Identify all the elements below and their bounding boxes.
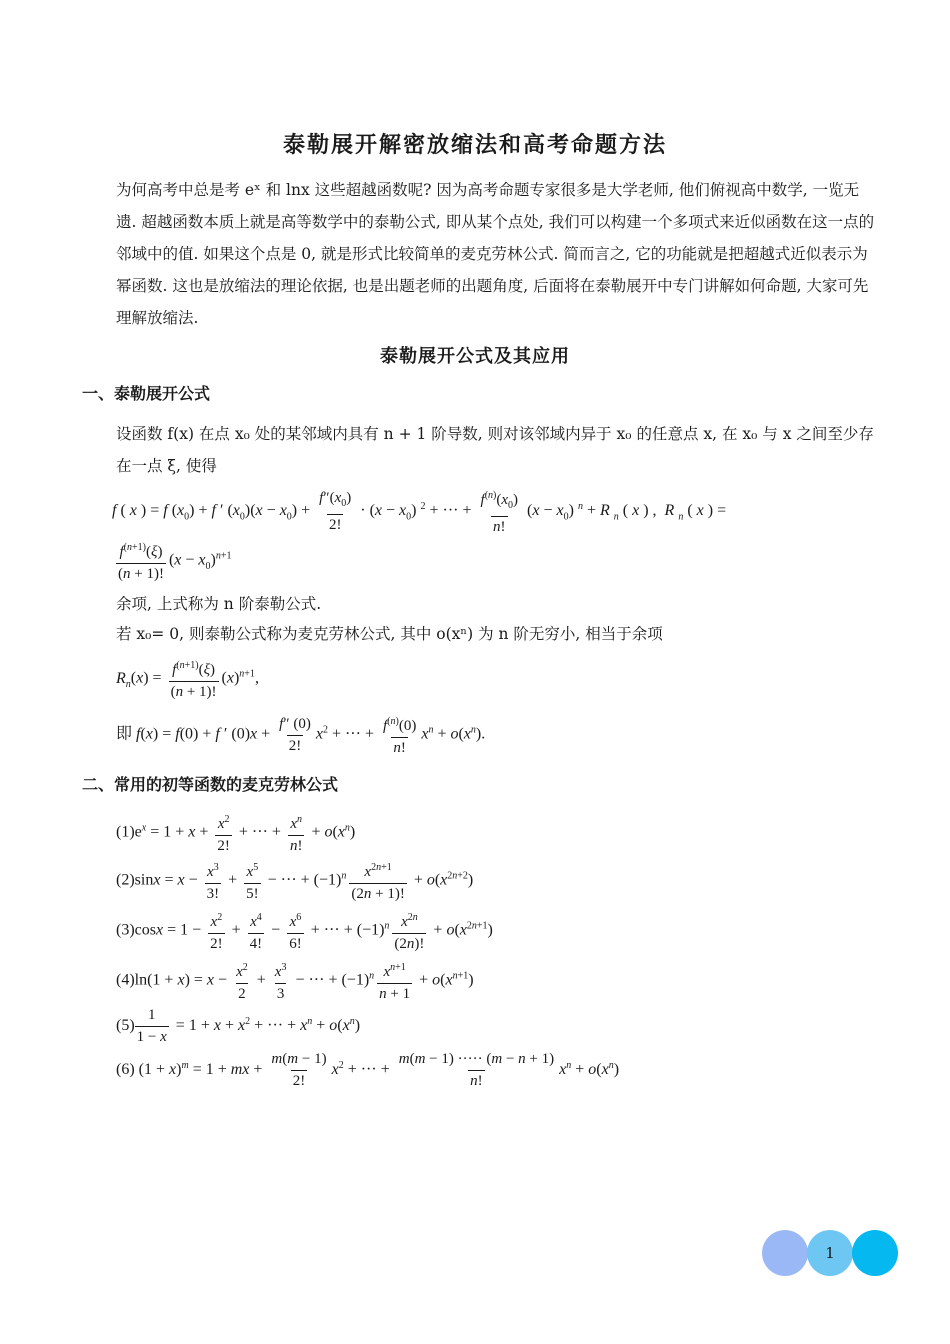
remainder-note: 余项, 上式称为 n 阶泰勒公式. <box>116 595 322 613</box>
page-number: 1 <box>807 1230 853 1276</box>
section-heading-maclaurin: 二、常用的初等函数的麦克劳林公式 <box>82 775 339 794</box>
formula-geometric: (5) $\frac{1}{1 - x}$ = $1 + x + x^2$ + ··· + $x^n + o(x^n)$ <box>116 1007 361 1045</box>
formula-label: (3) <box>116 921 135 939</box>
formula-label: (1) <box>116 823 135 841</box>
intro-paragraph: 为何高考中总是考 eˣ 和 lnx 这些超越函数呢? 因为高考命题专家很多是大学老师, 他们俯视高中数学, 一览无遗. 超越函数本质上就是高等数学中的泰勒公式, 即从某个点处, 我们可以构建一个多项式来近似函数在这一点的邻域中的值. 如果这个点是 0, 就是形式比较简单的麦克劳林公式. 简而言之, 它的功能就是把超越式近似表示为幂函数. 这也是放缩法的理论依据, 也是出题老师的出题角度, 后面将在泰勒展开中专门讲解如何命题, 大家可先理解放缩法. <box>116 181 875 327</box>
maclaurin-note: 若 x₀= 0, 则泰勒公式称为麦克劳林公式, 其中 o(xⁿ) 为 n 阶无穷小, 相当于余项 <box>116 625 663 643</box>
page-title: 泰勒展开解密放缩法和高考命题方法 <box>282 133 667 158</box>
formula-exp: $(1)e^x = 1 + x$ + $\frac{x^2}{2!}$ + ··· + $\frac{x^n}{n!}$ + $o(x^n)$ <box>116 814 356 854</box>
formula-sin: (2)sinx = x − $\frac{x^3}{3!}$ + $\frac{x^5}{5!}$ − ··· + $(-1)^n$ $\frac{x^{2n+1}}{(2n + 1)!}$ + $o(x^{2n+2})$ <box>116 862 474 902</box>
section-subtitle: 泰勒展开公式及其应用 <box>380 346 570 367</box>
taylor-premise: 设函数 f(x) 在点 x₀ 处的某邻域内具有 n + 1 阶导数, 则对该邻域内异于 x₀ 的任意点 x, 在 x₀ 与 x 之间至少存在一点 ξ, 使得 <box>116 425 874 475</box>
formula-label: (2) <box>116 871 135 889</box>
page-badge-right <box>852 1230 898 1276</box>
formula-label: (5) <box>116 1017 135 1035</box>
remainder-formula: $\frac{f^{(n+1)}(\xi)}{(n + 1)!}$ $(x - x_0)^{n+1}$ <box>118 542 232 582</box>
section-heading-taylor: 一、泰勒展开公式 <box>82 384 211 403</box>
formula-label: (6) <box>116 1061 135 1079</box>
maclaurin-remainder: $R_n(x)$ = $\frac{f^{(n+1)}(\xi)}{(n + 1)!}$ $(x)^{n+1}$, <box>116 660 259 700</box>
maclaurin-formula: 即 f(x) = f(0) + f ′ (0)x + $\frac{f'' (0)}{2!}$ $x^2$ + ··· + $\frac{f^{(n)}(0)}{n!}$ $x^n + o(x^n)$. <box>116 715 486 756</box>
taylor-formula: f ( x ) = f $(x_0) + f$ ′ $(x_0)(x - x_0)$ + $\frac{f''(x_0)}{2!}$ · $(x - x_0)$ $^2$ + ··· + $\frac{f^{(n)}(x_0)}{n!}$ $(x - x_0)$ $^n$ + R $_n$ ( x ) , R $_n$ ( x ) = <box>112 489 727 535</box>
page-badge-left <box>762 1230 808 1276</box>
formula-label: (4) <box>116 971 135 989</box>
formula-binomial: (6) $(1 + x)^m = 1$ + mx + $\frac{m(m - 1)}{2!}$ $x^2$ + ··· + $\frac{m(m - 1) \cdot\cdot\cdot\cdot\cdot (m - n + 1)}{n!}$ $x^n + o(x^n)$ <box>116 1051 620 1089</box>
formula-cos: (3)cosx = 1 − $\frac{x^2}{2!}$ + $\frac{x^4}{4!}$ − $\frac{x^6}{6!}$ + ··· + $(-1)^n$ $\frac{x^{2n}}{(2n)!}$ + $o(x^{2n+1})$ <box>116 912 493 952</box>
formula-ln: (4)ln(1 + x) = x − $\frac{x^2}{2}$ + $\frac{x^3}{3}$ − ··· + $(-1)^n$ $\frac{x^{n+1}}{n + 1}$ + $o(x^{n+1})$ <box>116 962 474 1002</box>
